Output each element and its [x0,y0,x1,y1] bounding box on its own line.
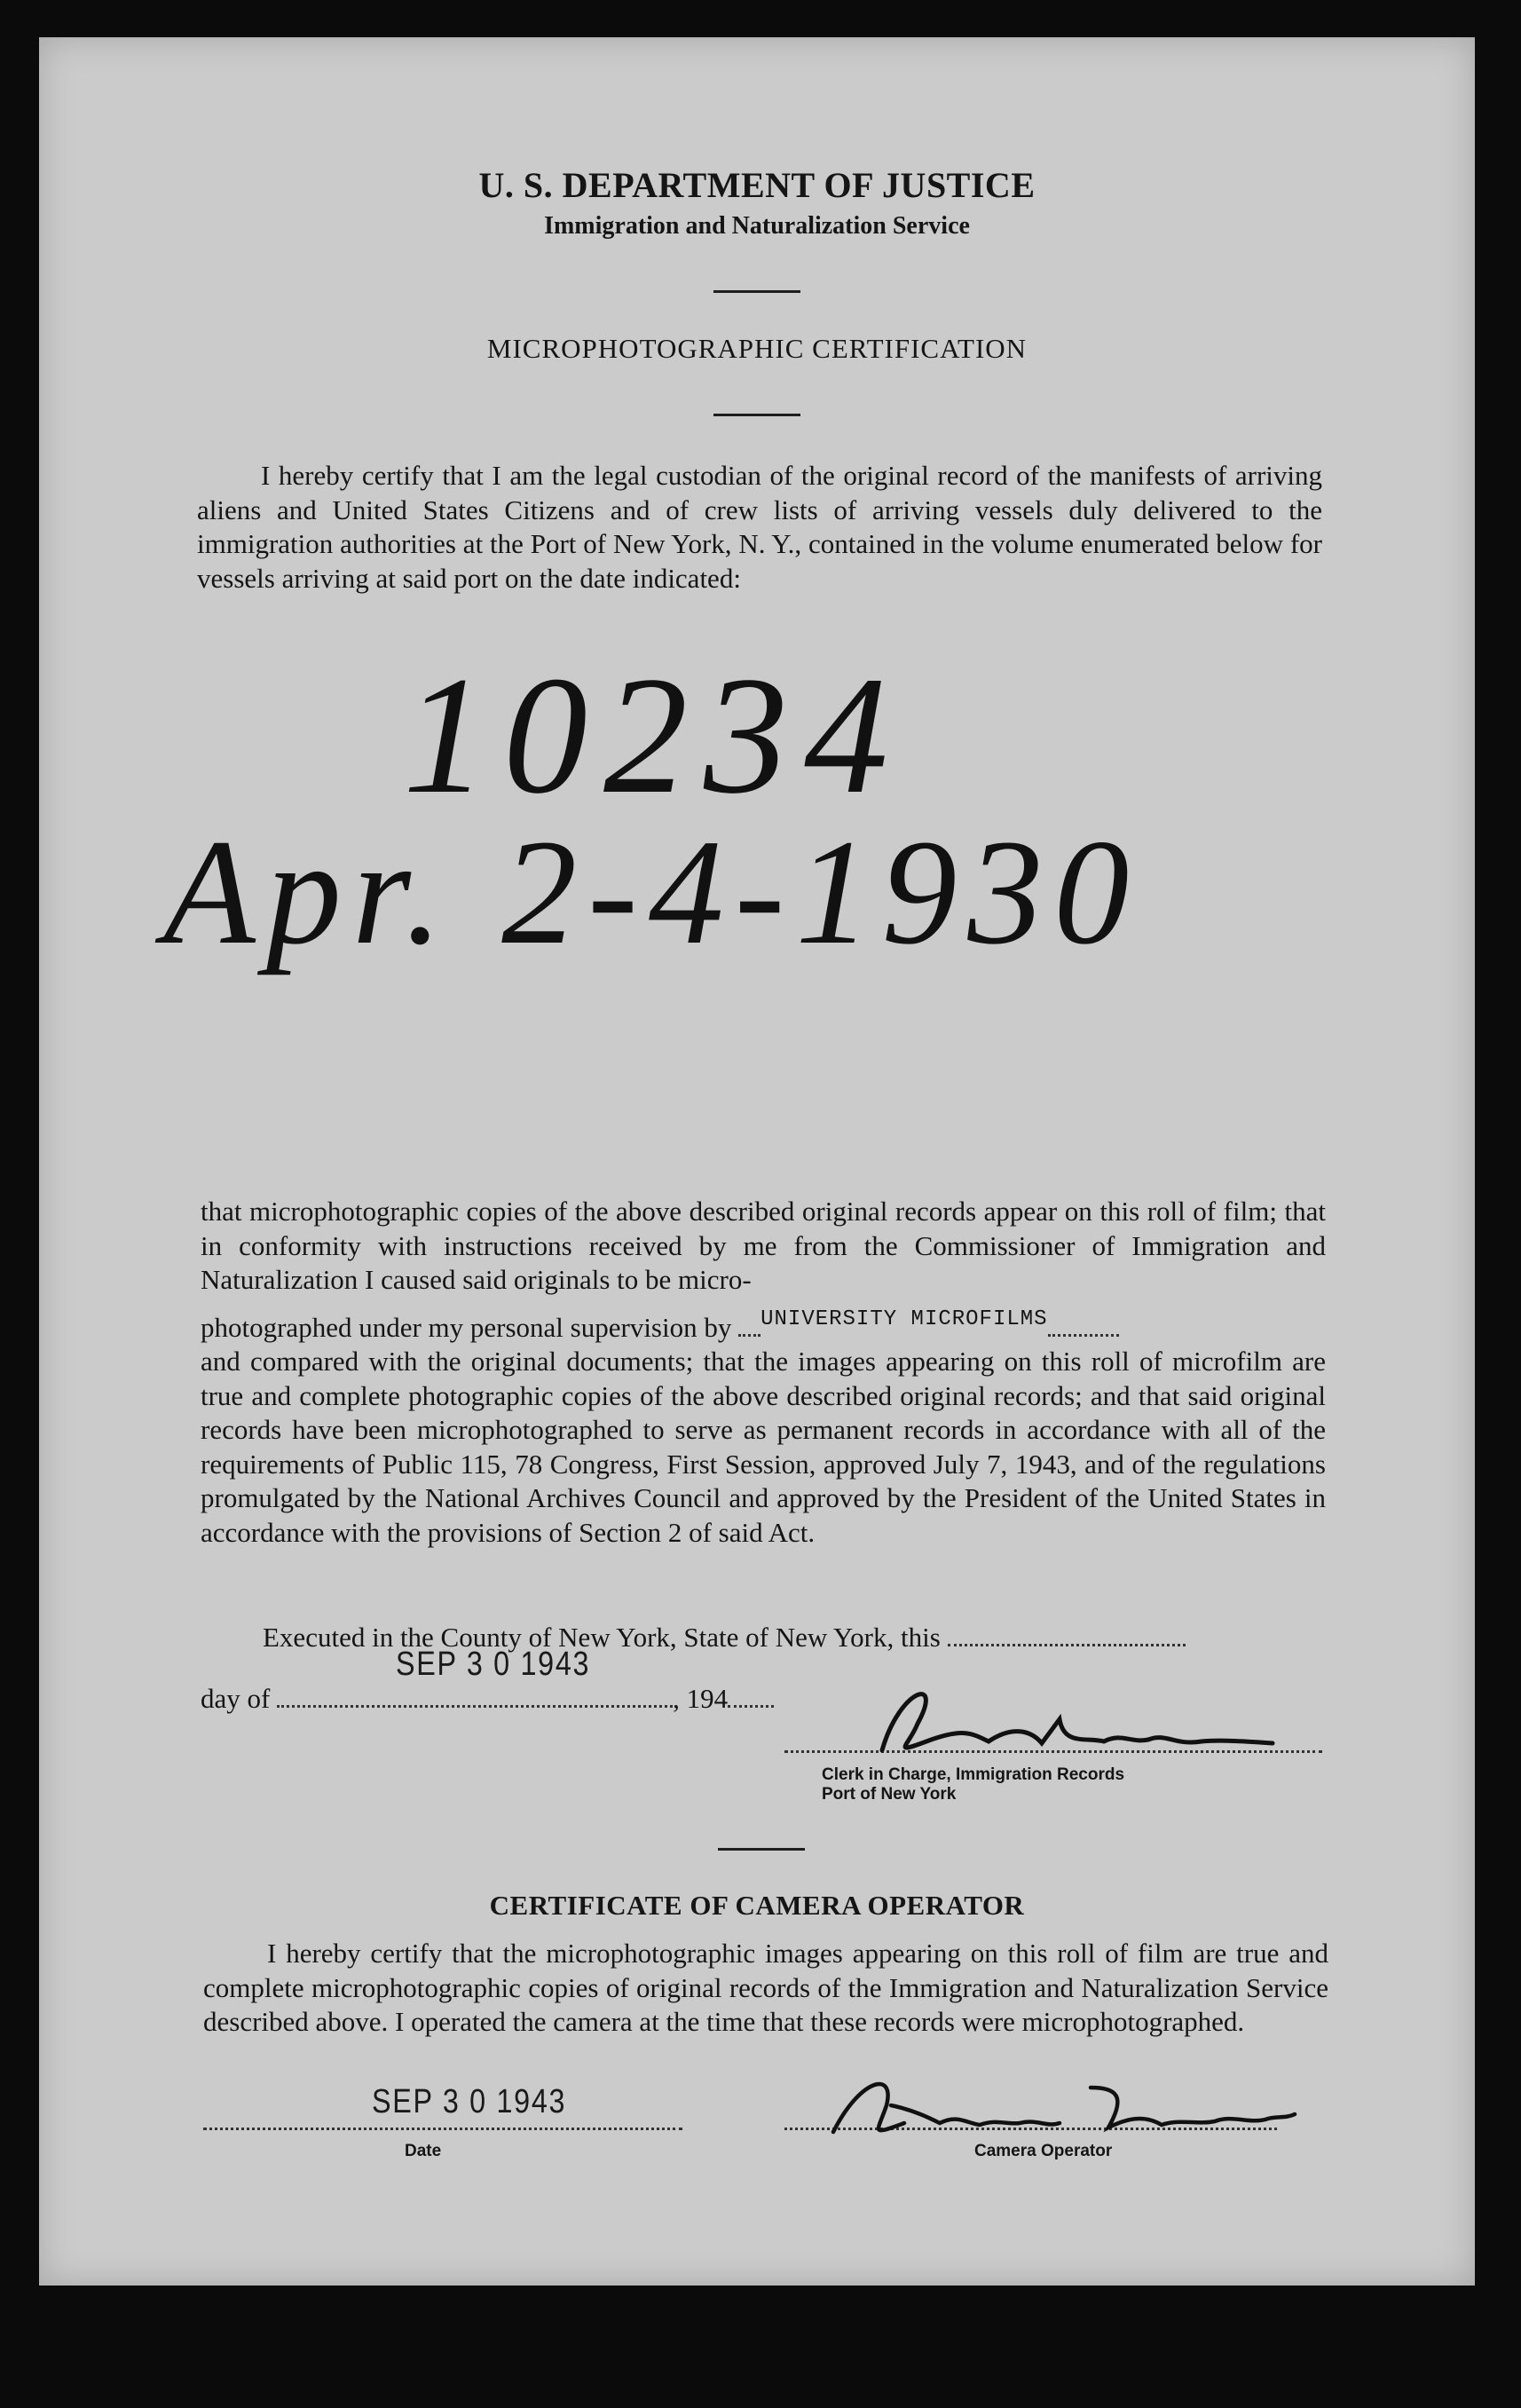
photographed-by-line [201,1307,1326,1349]
clerk-title-line2: Port of New York [822,1785,957,1804]
camera-operator-paragraph: I hereby certify that the microphotographic images appearing on this roll of film are true and complete microphotographic copies of original records of the Immigration and Naturalization Service described above. I operated the camera at the time that these records were microphotographed. [203,1938,1328,2037]
year-prefix: , 194 [673,1683,729,1714]
operator-signature [824,2070,1304,2150]
header-divider [713,290,800,293]
leader-dots [948,1643,1186,1646]
copies-paragraph-part1: that microphotographic copies of the above described original records appear on this roll of film; that in conformity with instructions received by me from the Commissioner of Immigration and Naturalization I caused said originals to be micro- [201,1196,1326,1295]
handwritten-entry [154,659,1308,1120]
execution-date-stamp: SEP 3 0 1943 [396,1646,591,1683]
leader-dots [1048,1333,1119,1337]
operator-date-stamp: SEP 3 0 1943 [372,2083,567,2120]
day-of-label: day of [201,1683,271,1714]
copies-paragraph-part2: and compared with the original documents; that the images appearing on this roll of microfilm are true and complete photographic copies of the above described original records; and that said original records have been microphotographed to serve as permanent records in accordance with all of the requirements of Public 115, 78 Congress, First Session, approved July 7, 1943, and of the regulations promulgated by the National Archives Council and approved by the President of the United States in accordance with the provisions of Section 2 of said Act. [201,1346,1326,1548]
microfilm-company: UNIVERSITY MICROFILMS [760,1307,1048,1331]
photographed-by-label: photographed under my personal supervision by [201,1312,732,1343]
operator-label: Camera Operator [974,2142,1113,2160]
leader-dots [728,1704,774,1708]
service-subheading: Immigration and Naturalization Service [544,212,970,240]
certification-title: MICROPHOTOGRAPHIC CERTIFICATION [486,333,1028,364]
handwritten-volume: 10234 [403,659,904,829]
certificate-sheet [39,37,1475,2286]
date-line [203,2128,682,2130]
date-label: Date [405,2142,442,2160]
executed-text: Executed in the County of New York, State of New York, this [263,1622,941,1653]
camera-operator-title: CERTIFICATE OF CAMERA OPERATOR [489,1890,1025,1921]
title-divider [713,414,800,416]
leader-dots [277,1704,673,1708]
clerk-signature [864,1670,1290,1768]
custodian-paragraph: I hereby certify that I am the legal custodian of the original record of the manifests of arriving aliens and United States Citizens and of crew lists of arriving vessels duly delivered to the immigration authorities at the Port of New York, N. Y., contained in the volume enumerated below for vessels arriving at said port on the date indicated: [197,460,1322,594]
leader-dots [738,1333,760,1337]
section-divider [718,1848,805,1851]
day-of-line [201,1682,774,1716]
department-heading: U. S. DEPARTMENT OF JUSTICE [478,165,1036,205]
clerk-title-line1: Clerk in Charge, Immigration Records [822,1765,1125,1784]
handwritten-date: Apr. 2-4-1930 [163,809,1140,975]
